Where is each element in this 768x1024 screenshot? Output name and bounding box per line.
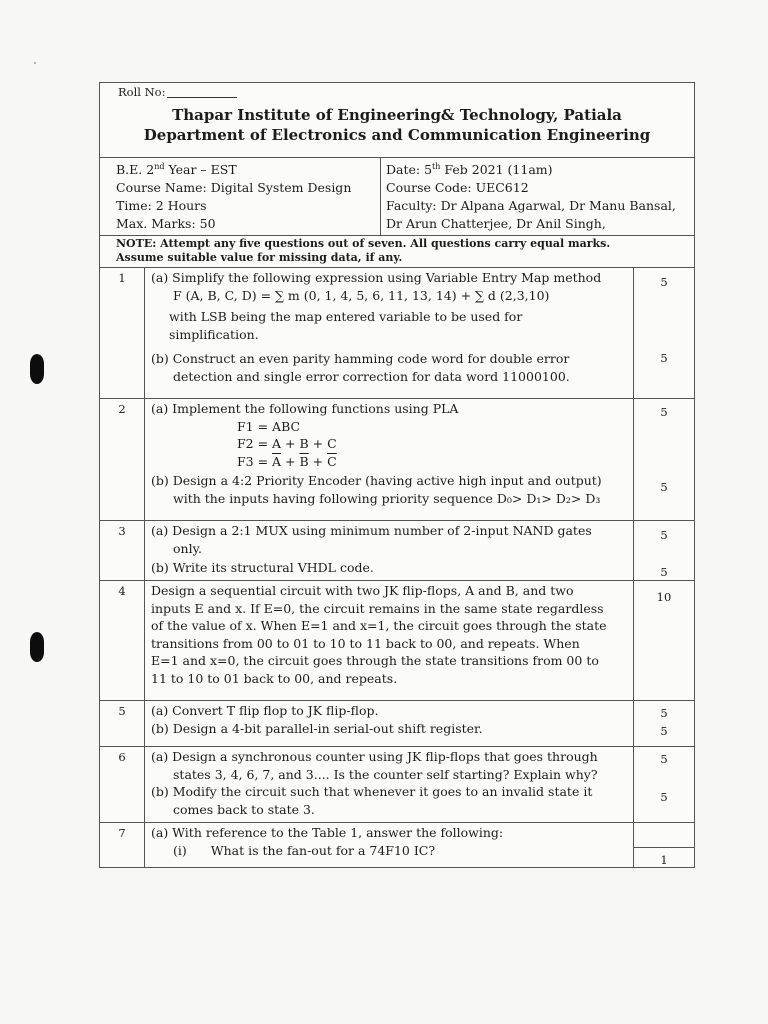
course-name: Course Name: Digital System Design <box>116 180 352 196</box>
course-code: Course Code: UEC612 <box>386 180 529 196</box>
marks: 5 <box>660 724 668 739</box>
question-row <box>100 701 694 747</box>
marks-cell <box>634 521 695 581</box>
marks-cell <box>634 581 695 701</box>
function-f3 <box>151 453 627 471</box>
institute-name: Thapar Institute of Engineering& Technology, Patiala <box>172 106 622 124</box>
sub-question-label: (i) <box>173 842 187 858</box>
plus-sign: + <box>281 453 300 469</box>
question-body <box>145 701 634 747</box>
a-bar: $\overline{A}$ <box>272 453 282 469</box>
note-line-1: NOTE: Attempt any five questions out of seven. All questions carry equal marks. <box>116 237 611 251</box>
question-number: 6 <box>100 747 145 823</box>
date: Date: 5th Feb 2021 (11am) <box>386 162 553 178</box>
question-body <box>145 268 634 399</box>
year-line: B.E. 2nd Year – EST <box>116 162 237 178</box>
question-text: (a) Simplify the following expression using Variable Entry Map method <box>151 270 602 286</box>
plus-sign: + <box>308 453 328 469</box>
marks-cell <box>634 268 695 399</box>
question-body <box>145 747 634 823</box>
question-body <box>145 521 634 581</box>
marks: 5 <box>660 706 668 721</box>
question-text: inputs E and x. If E=0, the circuit remains in the same state regardless <box>151 600 604 616</box>
question-text: (a) Implement the following functions using PLA <box>151 401 459 417</box>
question-text: E=1 and x=0, the circuit goes through the state transitions from 00 to <box>151 653 599 669</box>
note <box>100 235 694 267</box>
punch-hole-mark <box>30 354 44 384</box>
punch-hole-mark <box>30 632 44 662</box>
f3-prefix: F3 = <box>237 453 273 469</box>
function-f1: F1 = ABC <box>237 418 301 434</box>
question-text: detection and single error correction for data word 11000100. <box>173 368 570 384</box>
marks-cell <box>634 747 695 823</box>
question-number: 5 <box>100 701 145 747</box>
question-text: with the inputs having following priority sequence D₀> D₁> D₂> D₃ <box>173 490 601 506</box>
roll-blank <box>167 97 237 98</box>
note-line-2: Assume suitable value for missing data, if any. <box>116 251 403 265</box>
question-text: (b) Design a 4:2 Priority Encoder (having active high input and output) <box>151 473 602 489</box>
question-row <box>100 823 694 867</box>
question-body <box>145 399 634 521</box>
question-text: (a) Design a 2:1 MUX using minimum number of 2-input NAND gates <box>151 523 592 539</box>
exam-paper <box>99 82 695 868</box>
question-text: states 3, 4, 6, 7, and 3.... Is the counter self starting? Explain why? <box>173 766 598 782</box>
question-text: with LSB being the map entered variable to be used for <box>169 309 523 325</box>
time: Time: 2 Hours <box>116 198 207 214</box>
question-text: of the value of x. When E=1 and x=1, the circuit goes through the state <box>151 618 607 634</box>
header <box>100 101 694 157</box>
question-row <box>100 399 694 521</box>
questions-table <box>100 267 694 867</box>
marks: 1 <box>660 853 668 868</box>
faculty-line-2: Dr Arun Chatterjee, Dr Anil Singh, <box>386 216 606 232</box>
question-number: 7 <box>100 823 145 867</box>
speck <box>34 62 36 64</box>
marks: 5 <box>660 405 668 420</box>
department-name: Department of Electronics and Communication Engineering <box>143 126 651 144</box>
marks: 10 <box>656 590 672 605</box>
question-text: (b) Modify the circuit such that whenever it goes to an invalid state it <box>151 784 593 800</box>
roll-label: Roll No: <box>118 85 166 99</box>
exam-info <box>100 157 694 235</box>
marks: 5 <box>660 790 668 805</box>
marks: 5 <box>660 528 668 543</box>
question-text: 11 to 10 to 01 back to 00, and repeats. <box>151 670 398 686</box>
function-f2: F2 = A + B + C <box>237 436 337 452</box>
marks-cell <box>634 823 695 867</box>
question-text: (b) Write its structural VHDL code. <box>151 560 374 576</box>
question-text: (a) Convert T flip flop to JK flip-flop. <box>151 703 379 719</box>
question-body <box>145 581 634 701</box>
question-text: (a) With reference to the Table 1, answer the following: <box>151 825 504 841</box>
question-text: F (A, B, C, D) = ∑ m (0, 1, 4, 5, 6, 11, 13, 14) + ∑ d (2,3,10) <box>173 287 550 303</box>
c-bar: $\overline{C}$ <box>327 453 337 469</box>
marks-cell <box>634 701 695 747</box>
question-text: Design a sequential circuit with two JK flip-flops, A and B, and two <box>151 583 574 599</box>
faculty-line-1: Faculty: Dr Alpana Agarwal, Dr Manu Bansal, <box>386 198 676 214</box>
max-marks: Max. Marks: 50 <box>116 216 216 232</box>
question-number: 3 <box>100 521 145 581</box>
question-text: simplification. <box>169 326 259 342</box>
question-text: (a) Design a synchronous counter using JK flip-flops that goes through <box>151 749 598 765</box>
sub-question <box>151 842 627 860</box>
marks: 5 <box>660 752 668 767</box>
b-bar: $\overline{B}$ <box>299 453 309 469</box>
question-row <box>100 581 694 701</box>
question-row <box>100 268 694 399</box>
question-row <box>100 747 694 823</box>
marks: 5 <box>660 480 668 495</box>
marks: 5 <box>660 565 668 580</box>
question-text: (b) Design a 4-bit parallel-in serial-out shift register. <box>151 720 483 736</box>
question-number: 4 <box>100 581 145 701</box>
marks: 5 <box>660 275 668 290</box>
question-number: 1 <box>100 268 145 399</box>
question-text: comes back to state 3. <box>173 801 315 817</box>
question-text: transitions from 00 to 01 to 10 to 11 back to 00, and repeats. When <box>151 635 580 651</box>
question-text: (b) Construct an even parity hamming code word for double error <box>151 351 570 367</box>
question-text: only. <box>173 540 202 556</box>
question-row <box>100 521 694 581</box>
question-number: 2 <box>100 399 145 521</box>
roll-number-field <box>100 83 694 101</box>
exam-info-left <box>100 158 381 235</box>
marks-cell <box>634 399 695 521</box>
exam-info-right <box>381 158 694 235</box>
marks: 5 <box>660 351 668 366</box>
divider <box>634 847 694 848</box>
question-body <box>145 823 634 867</box>
sub-question-text: What is the fan-out for a 74F10 IC? <box>210 842 436 858</box>
